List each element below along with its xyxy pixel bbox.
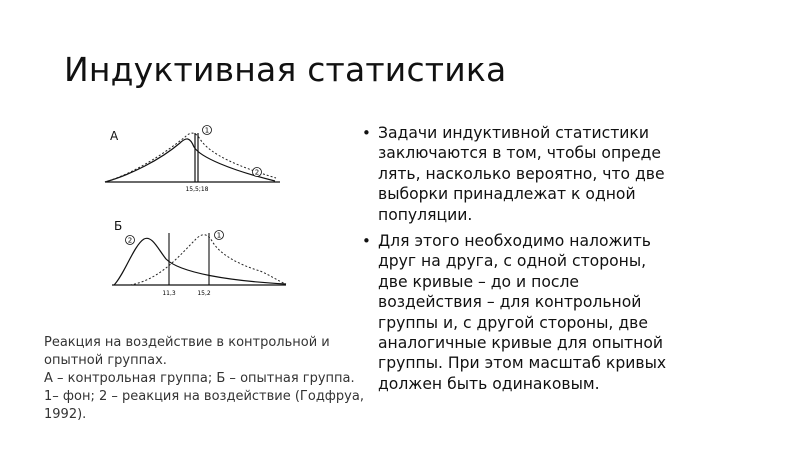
svg-text:11,3: 11,3: [162, 290, 176, 297]
panel-a-letter: А: [110, 129, 119, 143]
bullet-text: Задачи индуктивной статистики заключаются в том, чтобы опреде лять, насколько вероятно, что две выборки принадлежат к одной популяции.: [378, 124, 665, 224]
panel-b-marker-1: [215, 231, 224, 240]
bullet-item: [362, 123, 732, 225]
panel-b-marker-2: [126, 236, 135, 245]
svg-text:15,5;18: 15,5;18: [185, 186, 209, 193]
figure-caption: [44, 334, 364, 424]
bullet-item: [362, 231, 732, 394]
panel-b-tick-label-1: [162, 290, 176, 297]
bullet-text: Для этого необходимо наложить друг на друга, с одной стороны, две кривые – до и после воздействия – для контрольной группы и, с другой стороны, две аналогичные кривые для опытной группы. При этом масштаб кривых должен быть одинаковым.: [378, 232, 667, 393]
panel-b-tick-label-2: [197, 290, 211, 297]
caption-line-1: Реакция на воздействие в контрольной и опытной группах.: [44, 335, 330, 368]
svg-text:2: 2: [254, 168, 260, 177]
svg-text:15,2: 15,2: [197, 290, 211, 297]
bullet-marker: •: [362, 124, 371, 142]
panel-a-tick-label: [185, 186, 208, 193]
panel-a-marker-2: [253, 168, 262, 177]
svg-text:2: 2: [127, 236, 133, 245]
panel-a-curve-2-solid: [105, 139, 275, 182]
distribution-figure: [100, 115, 300, 315]
panel-b-letter: Б: [114, 219, 123, 233]
slide-title: Индуктивная статистика: [64, 50, 507, 89]
panel-a-plot: [105, 126, 280, 194]
bullet-marker: •: [362, 232, 371, 251]
panel-b-curve-2-solid: [114, 238, 286, 285]
distribution-curves-svg: [100, 115, 300, 315]
bullet-list: [362, 123, 732, 400]
caption-line-3: 1– фон; 2 – реакция на воздействие (Годфруа, 1992).: [44, 389, 364, 422]
caption-line-2: А – контрольная группа; Б – опытная группа.: [44, 371, 355, 386]
svg-text:1: 1: [216, 231, 222, 240]
panel-a-marker-1: [203, 126, 212, 135]
panel-b-plot: [112, 231, 286, 298]
svg-text:1: 1: [204, 126, 210, 135]
